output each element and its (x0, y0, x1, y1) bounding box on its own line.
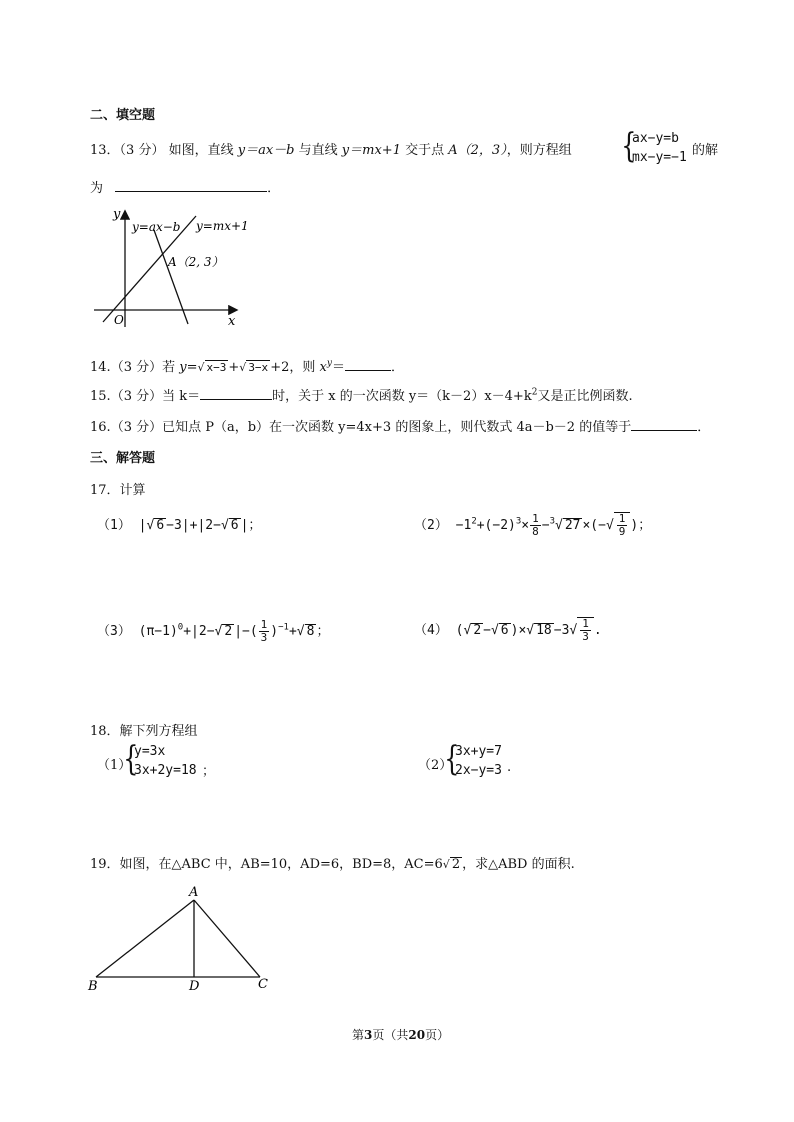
q17-p2-radical: 27 (564, 518, 581, 533)
q17-p3-label: （3） (97, 624, 131, 639)
q17-p3-fraction (259, 619, 270, 644)
question-15 (90, 385, 633, 404)
q14-plus: + (228, 360, 240, 375)
q16-answer-blank[interactable] (631, 418, 697, 431)
footer-text: 页） (425, 1028, 450, 1042)
q14-answer-blank[interactable] (345, 358, 391, 371)
q19-label-d: D (189, 979, 200, 994)
q14-score: （3 分） (110, 360, 163, 375)
q17-p4-fraction-den: 3 (582, 630, 589, 643)
q18-p1-eq1: y=3x (134, 744, 166, 759)
q13-text: 与直线 (298, 143, 338, 158)
q17-p2-sup: 3 (515, 516, 522, 527)
q17-p3-text: ) (270, 624, 279, 639)
q13-text-tail: 的解 (692, 143, 719, 158)
q17-p3-sup: 0 (177, 622, 184, 633)
q19-side-ac (194, 900, 260, 977)
q18-p2-brace: { (444, 739, 460, 779)
q17-p3-fraction-num: 1 (260, 618, 268, 631)
q15-score: （3 分） (110, 389, 163, 404)
q17-p2-text: −1 (455, 518, 472, 533)
q15-text: 当 k＝ (162, 389, 201, 404)
page-footer (352, 1026, 449, 1043)
q14-text: +2，则 (270, 360, 316, 375)
q17-p2-fraction2 (617, 513, 628, 538)
q17-p2-text: − (541, 518, 550, 533)
q17-p3-fraction-den: 3 (260, 631, 268, 644)
q15-text: 又是正比例函数. (537, 389, 633, 404)
q17-p3-text: (π−1) (138, 624, 178, 639)
q17-p2-fraction-num: 1 (532, 512, 539, 525)
q17-p1-text: | (138, 518, 147, 533)
q19-label-c: C (258, 977, 268, 992)
q13-line2-equation: y＝mx+1 (341, 143, 401, 158)
q19-label-a: A (189, 885, 199, 900)
section-solve-heading: 三、解答题 (90, 451, 156, 466)
q17-p4-radical: 2 (473, 623, 482, 638)
q18-p1-end: ； (202, 764, 216, 779)
q13-point-a: A（2，3） (448, 143, 507, 158)
q14-end: ． (390, 360, 404, 375)
question-13-line1 (90, 139, 572, 158)
q17-p4-text: − (483, 623, 491, 638)
q13-origin-label: O (114, 313, 124, 327)
q17-p3-text: +|2− (183, 624, 215, 639)
q18-p2-eq1: 3x+y=7 (455, 744, 502, 759)
q17-p3-text: |−( (234, 624, 258, 639)
q13-end: ． (267, 181, 281, 196)
q17-p4-text: −3 (553, 623, 570, 638)
q13-text: 为 (90, 181, 104, 196)
q16-score: （3 分） (110, 420, 163, 435)
q17-part1: （1） |√ 6 −3|+|2−√ 6 |； (97, 518, 262, 533)
footer-text: 页（共 (372, 1028, 409, 1042)
q13-text: 交于点 (405, 143, 445, 158)
q13-score: （3 分） (119, 143, 165, 158)
q17-p3-radical: 2 (224, 624, 233, 639)
q13-answer-blank[interactable] (115, 179, 267, 192)
q14-radical-1: x−3 (206, 361, 227, 374)
q17-p1-radical: 6 (156, 518, 165, 533)
q17-p4-radical: 18 (536, 623, 552, 638)
q17-p2-fraction-den: 8 (532, 525, 539, 538)
q13-system-eq1: ax−y=b (632, 131, 679, 146)
q13-number: 13． (90, 143, 120, 158)
q17-p2-fraction2-num: 1 (618, 512, 626, 525)
q14-exponent: y (326, 358, 332, 369)
q18-p1-brace: { (123, 739, 139, 779)
q17-p2-sup: 2 (471, 516, 477, 527)
q17-part2: $(2) -1^2+(-2)^3\times$ $\frac{1}{8}$ −$^3$√ 27 ×(−√ $\frac{1}{9}$ )； (414, 512, 652, 538)
q17-p1-label: （1） (97, 518, 131, 533)
q17-p3-text: ； (316, 624, 330, 639)
q13-line-mx-label: y=mx+1 (196, 219, 249, 233)
q13-line1-equation: y＝ax－b (237, 143, 295, 158)
q17-part4: （4） (√ 2 −√ 6 )×√ 18 −3√ $\frac{1}{3}$ . (414, 617, 602, 643)
q17-p2-text: × (521, 518, 530, 533)
q17-p4-fraction (580, 618, 591, 643)
question-14: 14.（3 分）若 y=√ x−3 +√ 3−x +2，则 $x^y=$ ． (90, 358, 404, 375)
q14-radical-2: 3−x (248, 361, 269, 374)
q19-triangle-figure (84, 882, 284, 994)
q15-superscript: 2 (531, 387, 538, 398)
footer-total-pages: 20 (408, 1028, 426, 1042)
footer-page-number: 3 (364, 1028, 373, 1042)
footer-text: 第 (352, 1028, 365, 1042)
q18-p2-eq2: 2x−y=3 (455, 763, 502, 778)
question-18-title: 18．解下列方程组 (90, 724, 198, 739)
q18-p1-label: （1） (97, 758, 132, 773)
q17-p4-text: ( (455, 623, 464, 638)
q13-text: 如图，直线 (168, 143, 234, 158)
q15-text: 时，关于 x 的一次函数 y＝（k－2）x－4+k (272, 389, 532, 404)
q15-number: 15. (90, 389, 111, 404)
q13-line-ax-label: y=ax−b (132, 220, 181, 234)
q19-side-ab (96, 900, 194, 977)
question-19: 19．如图，在△ABC 中，AB=10，AD=6，BD=8，AC=6√ 2 ，求△ABD 的面积. (90, 857, 575, 872)
q14-number: 14. (90, 360, 111, 375)
q13-x-label: x (228, 314, 236, 329)
q13-point-a-label: A（2, 3） (168, 255, 224, 269)
q17-p2-label: （2） (414, 518, 448, 533)
question-17-title: 17．计算 (90, 483, 146, 498)
q18-p1-eq2: 3x+2y=18 (134, 763, 197, 778)
q17-p3-radical: 8 (306, 624, 315, 639)
q14-y: y= (179, 360, 198, 375)
q13-system-brace: { (621, 126, 637, 166)
section-fill-blank-heading: 二、填空题 (90, 108, 156, 123)
q16-end: ． (697, 420, 711, 435)
q17-part3: （3） $(\pi-1)^0+|2-√$ 2 |−( $\frac{1}{3}$ )$^{-1}$+√ 8 ； (97, 618, 330, 644)
q13-text: ，则方程组 (506, 143, 572, 158)
q17-p1-text: −3|+|2− (166, 518, 221, 533)
q17-p2-fraction (530, 513, 541, 538)
q17-p2-text: ×(− (582, 518, 606, 533)
question-16 (90, 416, 710, 435)
q18-p2-label: （2） (418, 758, 453, 773)
q19-text: 19．如图，在△ABC 中，AB=10，AD=6，BD=8，AC=6 (90, 857, 443, 872)
q13-y-label: y (113, 207, 121, 222)
q17-p2-text: +(−2) (476, 518, 516, 533)
q17-p3-text: + (288, 624, 297, 639)
q17-p4-label: （4） (414, 623, 448, 638)
q17-p4-fraction-num: 1 (582, 617, 589, 630)
q17-p1-text: |； (240, 518, 262, 533)
q17-p3-sup: −1 (278, 622, 289, 633)
q17-p4-radical: 6 (500, 623, 509, 638)
q18-p2-end: . (507, 760, 512, 775)
q17-p2-cube-index: 3 (549, 516, 555, 527)
question-13-line2 (90, 177, 280, 196)
q16-text: 已知点 P（a，b）在一次函数 y=4x+3 的图象上，则代数式 4a－b－2 的值等于 (162, 420, 632, 435)
q14-base: x (319, 360, 327, 375)
q19-radical: 2 (451, 857, 461, 872)
q17-p4-text: . (593, 623, 602, 638)
q19-text: ，求△ABD 的面积. (462, 857, 575, 872)
q17-p2-text: )； (630, 518, 652, 533)
q13-graph (88, 202, 258, 332)
q14-text: 若 (162, 360, 176, 375)
q17-p1-radical: 6 (230, 518, 239, 533)
q17-p4-text: )× (510, 623, 527, 638)
q13-system-eq2: mx−y=−1 (632, 150, 687, 165)
q16-number: 16. (90, 420, 111, 435)
q15-answer-blank[interactable] (200, 387, 272, 400)
q19-label-b: B (88, 979, 98, 994)
q17-p2-fraction2-den: 9 (618, 525, 626, 538)
q14-equals: ＝ (331, 360, 345, 375)
